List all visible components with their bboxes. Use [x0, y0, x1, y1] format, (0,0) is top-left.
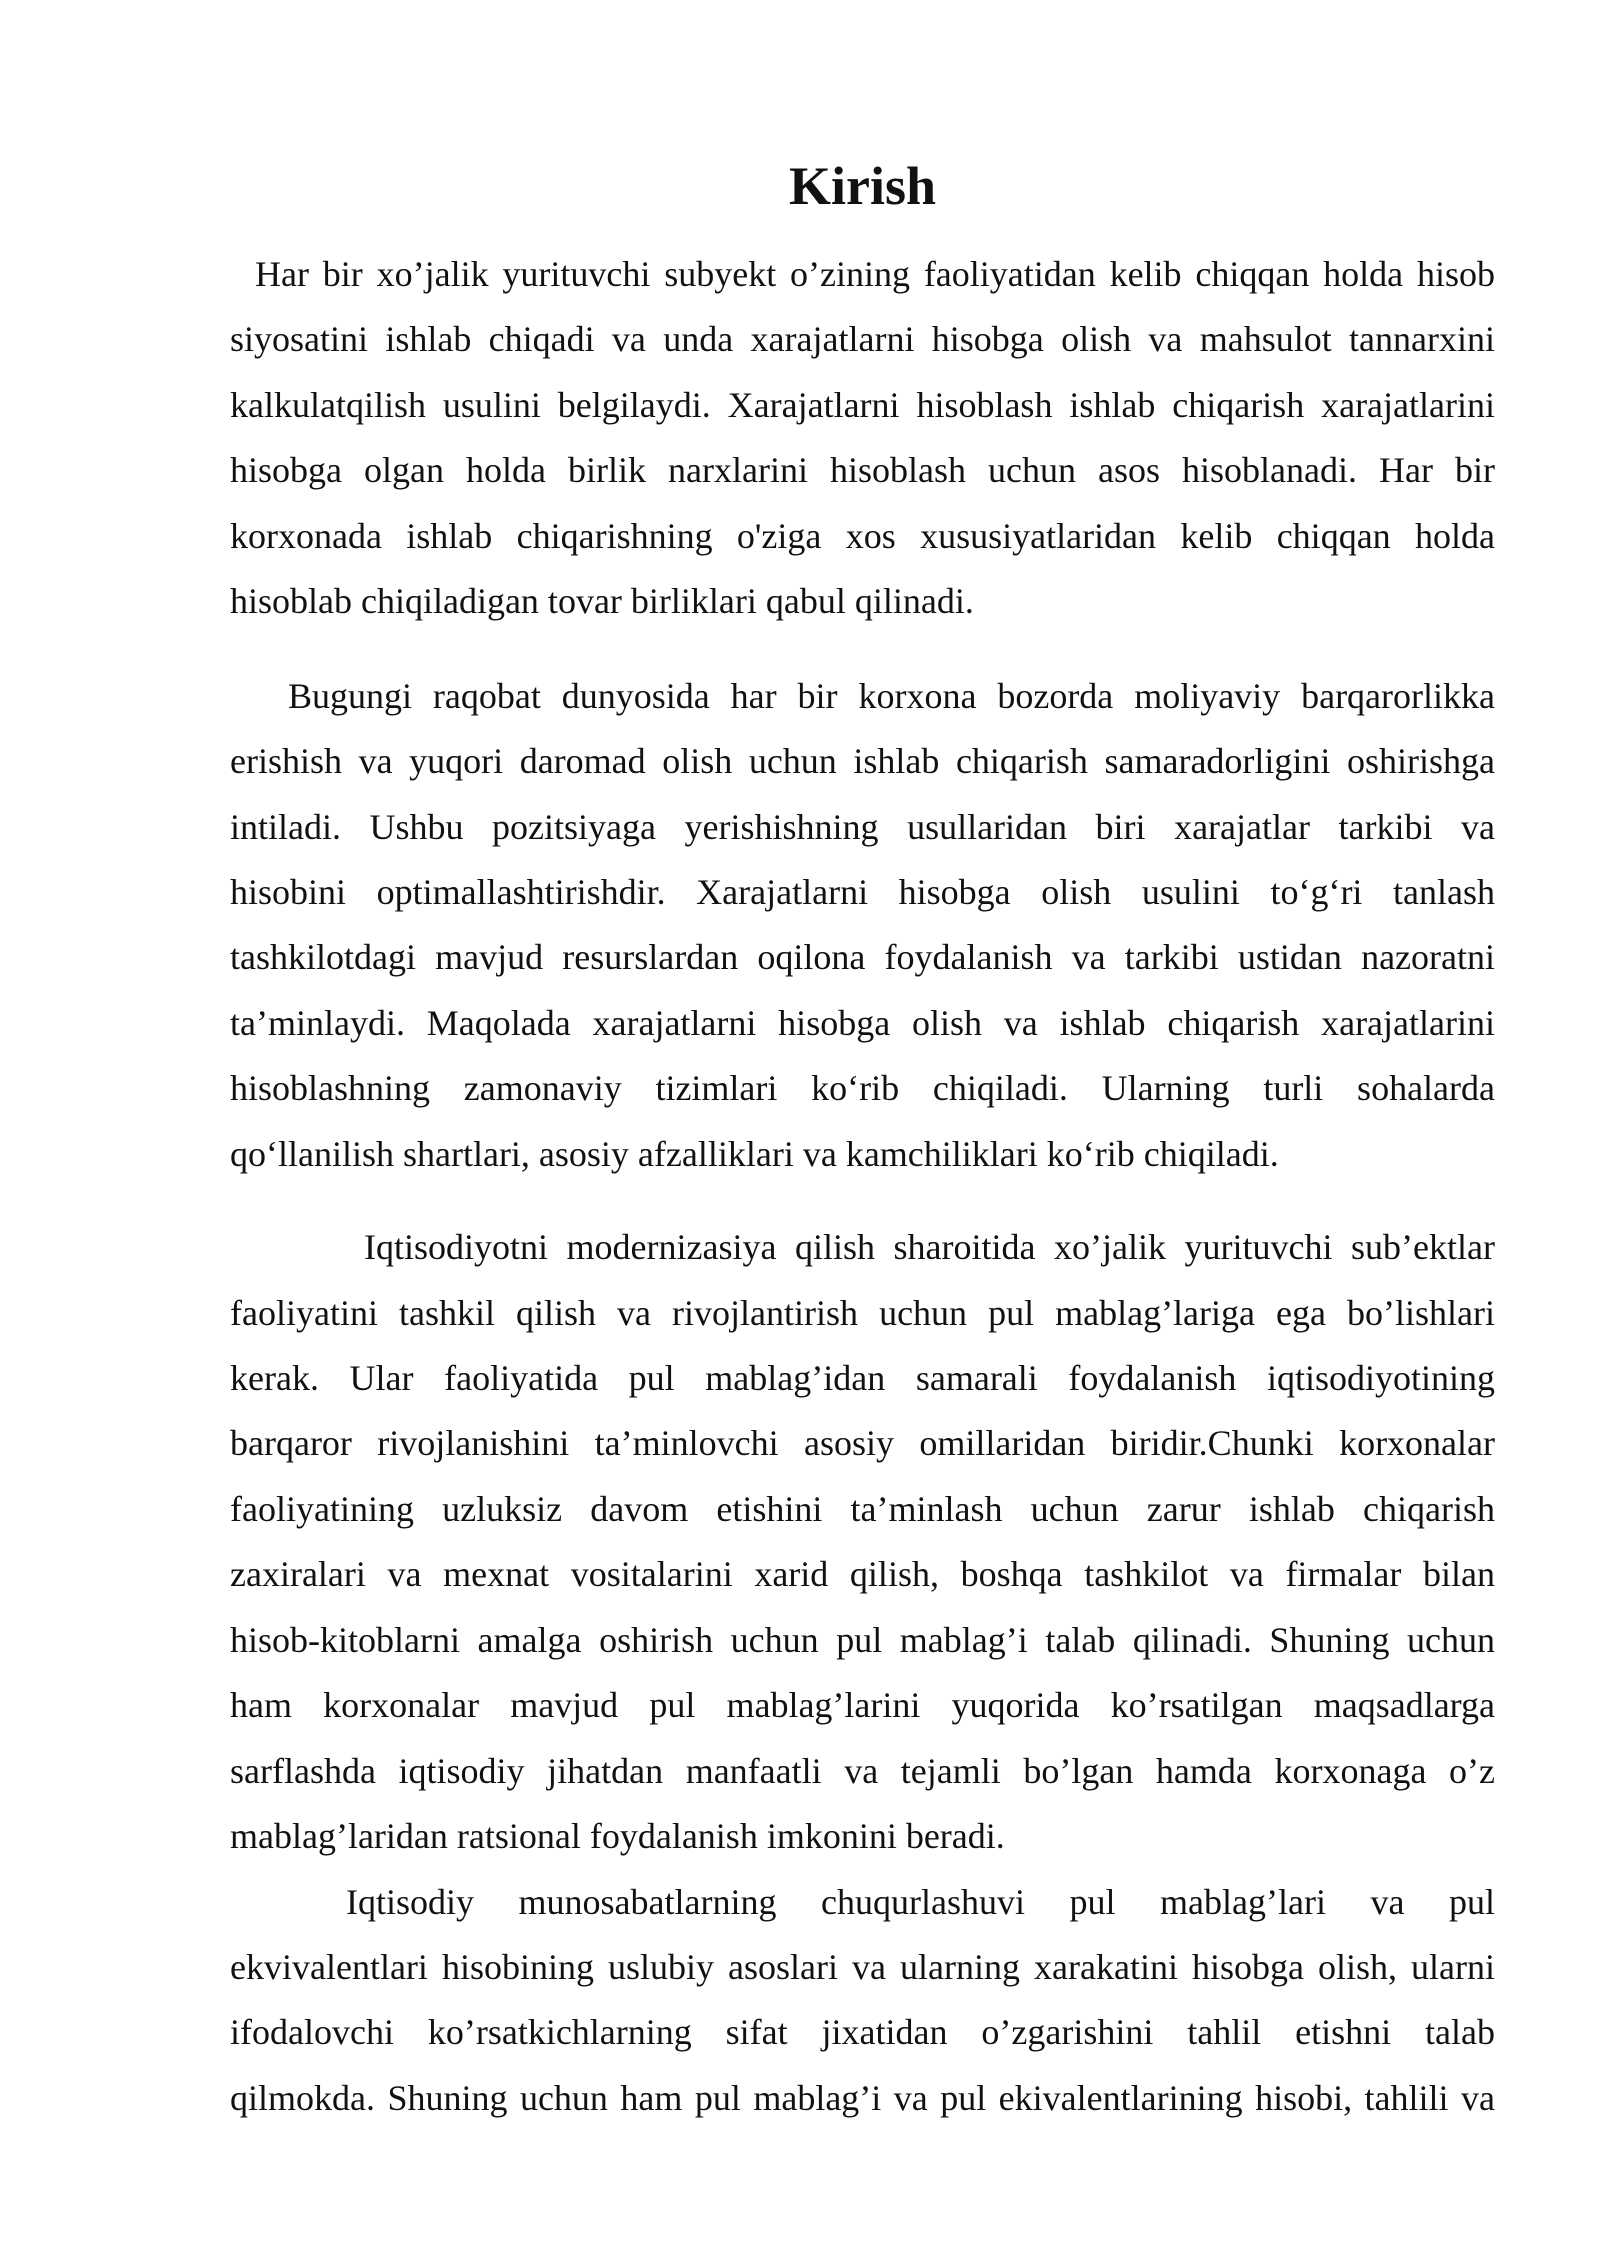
paragraph-line: hisobini optimallashtirishdir. Xarajatlarni hisobga olish usulini to‘g‘ri tanlash: [230, 871, 1495, 912]
paragraph-line: mablag’laridan ratsional foydalanish imkonini beradi.: [230, 1816, 1005, 1857]
paragraph-line: hisobga olgan holda birlik narxlarini hisoblash uchun asos hisoblanadi. Har bir: [230, 450, 1495, 491]
paragraph-line: hisoblashning zamonaviy tizimlari ko‘rib chiqiladi. Ularning turli sohalarda: [230, 1068, 1495, 1109]
paragraph-line: Bugungi raqobat dunyosida har bir korxona bozorda moliyaviy barqarorlikka: [288, 675, 1495, 716]
paragraph-line: siyosatini ishlab chiqadi va unda xarajatlarni hisobga olish va mahsulot tannarxini: [230, 319, 1495, 360]
paragraph-3: [230, 1215, 1495, 1869]
paragraph-line: faoliyatining uzluksiz davom etishini ta’minlash uchun zarur ishlab chiqarish: [230, 1488, 1495, 1529]
paragraph-line: Iqtisodiy munosabatlarning chuqurlashuvi pul mablag’lari va pul: [346, 1881, 1495, 1922]
paragraph-line: zaxiralari va mexnat vositalarini xarid qilish, boshqa tashkilot va firmalar bilan: [230, 1554, 1495, 1595]
paragraph-line: Har bir xo’jalik yurituvchi subyekt o’zining faoliyatidan kelib chiqqan holda hisob: [255, 254, 1495, 294]
paragraph-line: hisob-kitoblarni amalga oshirish uchun pul mablag’i talab qilinadi. Shuning uchun: [230, 1619, 1495, 1660]
paragraph-line: ta’minlaydi. Maqolada xarajatlarni hisobga olish va ishlab chiqarish xarajatlarini: [230, 1002, 1495, 1043]
paragraph-line: hisoblab chiqiladigan tovar birliklari qabul qilinadi.: [230, 581, 974, 622]
paragraph-line: ifodalovchi ko’rsatkichlarning sifat jixatidan o’zgarishini tahlil etishni talab: [230, 2012, 1495, 2053]
paragraph-line: qo‘llanilish shartlari, asosiy afzalliklari va kamchiliklari ko‘rib chiqiladi.: [230, 1133, 1279, 1174]
paragraph-line: kalkulatqilish usulini belgilaydi. Xarajatlarni hisoblash ishlab chiqarish xarajatlarini: [230, 384, 1495, 425]
paragraph-line: ekvivalentlari hisobining uslubiy asoslari va ularning xarakatini hisobga olish, ularni: [230, 1946, 1495, 1987]
paragraph-line: erishish va yuqori daromad olish uchun ishlab chiqarish samaradorligini oshirishga: [230, 741, 1495, 782]
paragraph-2: [230, 664, 1495, 1188]
paragraph-line: sarflashda iqtisodiy jihatdan manfaatli va tejamli bo’lgan hamda korxonaga o’z: [230, 1750, 1495, 1791]
paragraph-line: korxonada ishlab chiqarishning o'ziga xos xususiyatlaridan kelib chiqqan holda: [230, 515, 1495, 556]
paragraph-line: qilmokda. Shuning uchun ham pul mablag’i va pul ekivalentlarining hisobi, tahlili va: [230, 2077, 1495, 2118]
paragraph-1: [230, 242, 1495, 635]
paragraph-line: tashkilotdagi mavjud resurslardan oqilona foydalanish va tarkibi ustidan nazoratni: [230, 937, 1495, 978]
paragraph-line: intiladi. Ushbu pozitsiyaga yerishishning usullaridan biri xarajatlar tarkibi va: [230, 806, 1495, 847]
document-body: [230, 242, 1495, 2131]
paragraph-line: ham korxonalar mavjud pul mablag’larini yuqorida ko’rsatilgan maqsadlarga: [230, 1685, 1495, 1726]
paragraph-4: [230, 1870, 1495, 2132]
paragraph-line: Iqtisodiyotni modernizasiya qilish sharoitida xo’jalik yurituvchi sub’ektlar: [364, 1227, 1495, 1268]
paragraph-line: kerak. Ular faoliyatida pul mablag’idan samarali foydalanish iqtisodiyotining: [230, 1358, 1495, 1398]
page-title: Kirish: [788, 156, 937, 216]
paragraph-line: faoliyatini tashkil qilish va rivojlantirish uchun pul mablag’lariga ega bo’lishlari: [230, 1292, 1495, 1333]
paragraph-line: barqaror rivojlanishini ta’minlovchi asosiy omillaridan biridir.Chunki korxonalar: [230, 1423, 1495, 1464]
